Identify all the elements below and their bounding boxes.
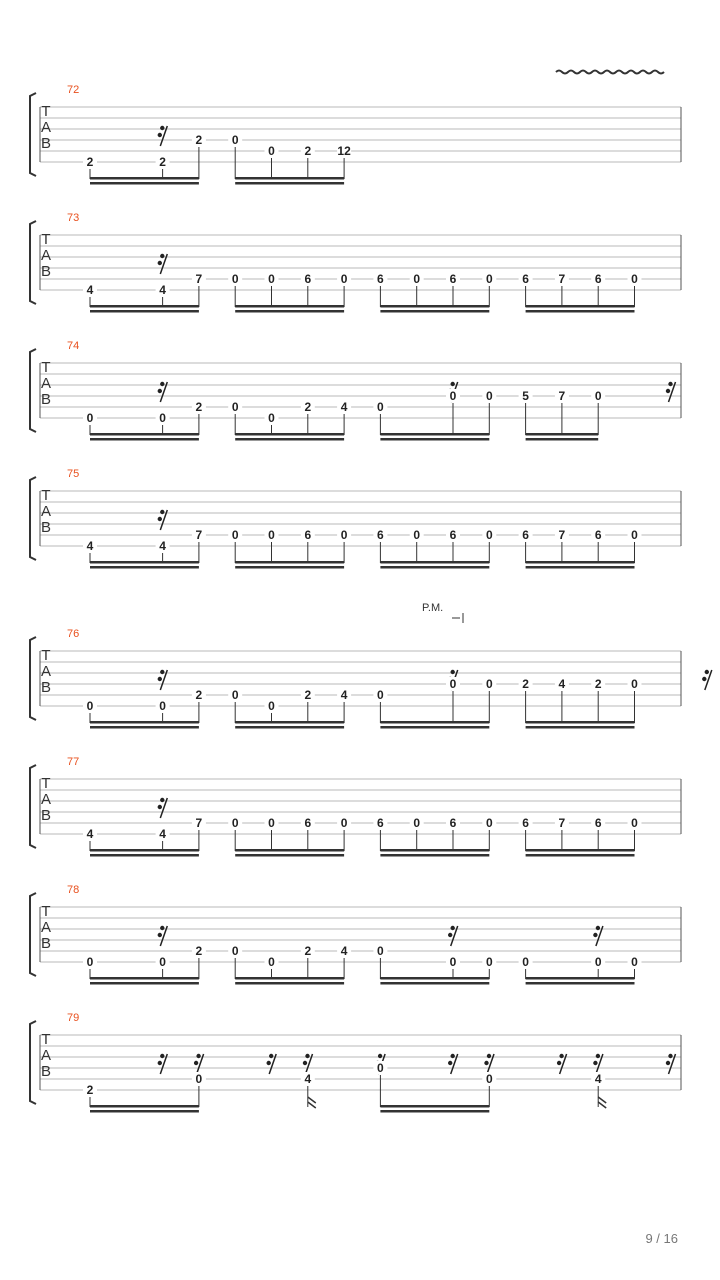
fret-number: 0 (631, 955, 638, 969)
beam-primary (380, 1105, 489, 1108)
beam-secondary (235, 726, 344, 729)
fret-number: 2 (304, 944, 312, 958)
tab-clef-letter: A (40, 663, 52, 680)
beam-secondary (235, 310, 344, 313)
fret-number: 2 (594, 677, 602, 691)
fret-number: 4 (86, 539, 94, 553)
beam-primary (526, 977, 635, 980)
fret-number: 6 (377, 272, 384, 286)
tab-clef-letter: T (41, 647, 51, 664)
tab-clef-letter: B (40, 519, 52, 536)
fret-number: 0 (522, 955, 529, 969)
fret-number: 0 (159, 411, 166, 425)
fret-number: 6 (522, 272, 529, 286)
beam-secondary (526, 854, 635, 857)
beam-primary (90, 177, 199, 180)
tab-clef-letter: B (40, 679, 52, 696)
system-bracket (30, 349, 36, 432)
beam-secondary (526, 726, 635, 729)
fret-number: 0 (268, 816, 275, 830)
measure-number: 72 (67, 84, 80, 96)
fret-number: 0 (195, 1072, 203, 1086)
fret-number: 0 (413, 272, 421, 286)
beam-secondary (235, 982, 344, 985)
fret-number: 6 (377, 816, 384, 830)
fret-number: 7 (558, 389, 566, 403)
tab-clef-letter: T (41, 103, 51, 120)
fret-number: 12 (337, 144, 351, 158)
beam-secondary (380, 1110, 489, 1113)
fret-number: 4 (304, 1072, 312, 1086)
fret-number: 7 (558, 528, 566, 542)
beam-primary (526, 561, 635, 564)
fret-number: 0 (340, 528, 348, 542)
beam-secondary (235, 566, 344, 569)
beam-primary (380, 977, 489, 980)
fret-number: 5 (522, 389, 529, 403)
measure-number: 73 (67, 212, 80, 224)
tab-system (30, 71, 681, 185)
beam-secondary (235, 854, 344, 857)
beam-secondary (90, 438, 199, 441)
fret-number: 0 (377, 400, 384, 414)
system-bracket (30, 765, 36, 848)
beam-primary (380, 433, 489, 436)
fret-number: 4 (159, 283, 166, 297)
tab-clef-letter: A (40, 1047, 52, 1064)
fret-number: 0 (231, 400, 239, 414)
measure-number: 76 (67, 628, 80, 640)
system-bracket (30, 93, 36, 176)
beam-primary (526, 849, 635, 852)
fret-number: 2 (195, 400, 203, 414)
fret-number: 0 (449, 955, 457, 969)
fret-number: 2 (86, 1083, 94, 1097)
fret-number: 0 (268, 411, 275, 425)
page-number: 9 / 16 (645, 1231, 678, 1246)
system-bracket (30, 893, 36, 976)
fret-number: 0 (449, 677, 457, 691)
beam-secondary (90, 566, 199, 569)
fret-number: 0 (413, 528, 421, 542)
beam-primary (90, 433, 199, 436)
fret-number: 0 (485, 528, 493, 542)
fret-number: 6 (594, 272, 602, 286)
fret-number: 7 (558, 272, 566, 286)
beam-primary (380, 561, 489, 564)
fret-number: 6 (594, 528, 602, 542)
fret-number: 0 (485, 272, 493, 286)
fret-number: 0 (485, 816, 493, 830)
fret-number: 0 (268, 955, 275, 969)
fret-number: 6 (449, 272, 457, 286)
tab-clef-letter: T (41, 1031, 51, 1048)
beam-primary (235, 433, 344, 436)
beam-primary (380, 721, 489, 724)
fret-number: 0 (86, 699, 94, 713)
tab-system (30, 340, 681, 441)
fret-number: 0 (159, 699, 166, 713)
beam-primary (526, 433, 599, 436)
beam-primary (90, 561, 199, 564)
tab-system (30, 884, 681, 985)
beam-secondary (526, 566, 635, 569)
beam-primary (235, 721, 344, 724)
tab-clef-letter: B (40, 135, 52, 152)
beam-primary (235, 305, 344, 308)
fret-number: 0 (485, 389, 493, 403)
tab-system (30, 468, 681, 569)
beam-secondary (90, 310, 199, 313)
fret-number: 0 (268, 699, 275, 713)
fret-number: 4 (86, 283, 94, 297)
fret-number: 7 (558, 816, 566, 830)
fret-number: 0 (268, 528, 275, 542)
beam-primary (90, 977, 199, 980)
fret-number: 0 (86, 955, 94, 969)
tab-system (30, 756, 681, 857)
fret-number: 0 (86, 411, 94, 425)
fret-number: 6 (449, 816, 457, 830)
tab-system (30, 1012, 681, 1113)
fret-number: 2 (522, 677, 529, 691)
beam-secondary (526, 982, 635, 985)
measure-number: 77 (67, 756, 80, 768)
fret-number: 6 (304, 816, 312, 830)
beam-primary (90, 849, 199, 852)
beam-secondary (380, 566, 489, 569)
tab-system (30, 602, 720, 729)
measure-number: 79 (67, 1012, 80, 1024)
fret-number: 6 (594, 816, 602, 830)
fret-number: 0 (159, 955, 166, 969)
fret-number: 4 (159, 539, 166, 553)
sixteenth-flag-icon (308, 1097, 316, 1108)
tab-clef-letter: T (41, 903, 51, 920)
beam-secondary (380, 438, 489, 441)
system-bracket (30, 1021, 36, 1104)
fret-number: 0 (485, 955, 493, 969)
fret-number: 6 (304, 272, 312, 286)
fret-number: 0 (268, 272, 275, 286)
fret-number: 0 (449, 389, 457, 403)
fret-number: 0 (377, 944, 384, 958)
fret-number: 0 (377, 1061, 384, 1075)
fret-number: 0 (631, 677, 638, 691)
fret-number: 0 (340, 272, 348, 286)
sixteenth-flag-icon (598, 1097, 606, 1108)
beam-secondary (90, 982, 199, 985)
fret-number: 4 (159, 827, 166, 841)
fret-number: 0 (231, 528, 239, 542)
beam-primary (235, 561, 344, 564)
fret-number: 7 (195, 528, 203, 542)
tab-clef-letter: A (40, 503, 52, 520)
beam-secondary (235, 438, 344, 441)
fret-number: 0 (231, 272, 239, 286)
fret-number: 4 (340, 944, 348, 958)
fret-number: 0 (231, 133, 239, 147)
beam-secondary (380, 854, 489, 857)
fret-number: 0 (377, 688, 384, 702)
beam-secondary (90, 854, 199, 857)
fret-number: 0 (631, 528, 638, 542)
fret-number: 0 (340, 816, 348, 830)
fret-number: 0 (413, 816, 421, 830)
beam-primary (235, 849, 344, 852)
system-bracket (30, 637, 36, 720)
fret-number: 0 (231, 688, 239, 702)
fret-number: 6 (449, 528, 457, 542)
fret-number: 7 (195, 816, 203, 830)
fret-number: 4 (86, 827, 94, 841)
beam-secondary (235, 182, 344, 185)
fret-number: 0 (231, 944, 239, 958)
tab-clef-letter: A (40, 791, 52, 808)
fret-number: 2 (195, 133, 203, 147)
beam-secondary (526, 438, 599, 441)
beam-primary (90, 305, 199, 308)
fret-number: 4 (594, 1072, 602, 1086)
tab-clef-letter: B (40, 391, 52, 408)
fret-number: 2 (304, 688, 312, 702)
fret-number: 0 (594, 955, 602, 969)
beam-primary (526, 305, 635, 308)
beam-primary (235, 977, 344, 980)
beam-secondary (380, 310, 489, 313)
tab-systems (30, 71, 720, 1113)
fret-number: 2 (159, 155, 166, 169)
system-bracket (30, 221, 36, 304)
fret-number: 7 (195, 272, 203, 286)
tab-clef-letter: T (41, 487, 51, 504)
fret-number: 2 (195, 688, 203, 702)
fret-number: 2 (195, 944, 203, 958)
tab-system (30, 212, 681, 313)
fret-number: 2 (304, 144, 312, 158)
beam-secondary (90, 182, 199, 185)
fret-number: 6 (304, 528, 312, 542)
tab-clef-letter: B (40, 263, 52, 280)
measure-number: 74 (67, 340, 80, 352)
fret-number: 4 (340, 688, 348, 702)
fret-number: 0 (631, 816, 638, 830)
tab-clef-letter: B (40, 1063, 52, 1080)
tab-clef-letter: A (40, 919, 52, 936)
measure-number: 78 (67, 884, 80, 896)
beam-primary (90, 1105, 199, 1108)
fret-number: 0 (231, 816, 239, 830)
tab-clef-letter: T (41, 359, 51, 376)
beam-primary (235, 177, 344, 180)
beam-secondary (380, 726, 489, 729)
tab-clef-letter: A (40, 119, 52, 136)
tab-clef-letter: B (40, 807, 52, 824)
fret-number: 0 (485, 1072, 493, 1086)
tab-clef-letter: T (41, 775, 51, 792)
beam-secondary (380, 982, 489, 985)
vibrato-icon (556, 71, 664, 74)
beam-primary (380, 305, 489, 308)
fret-number: 6 (377, 528, 384, 542)
beam-secondary (90, 1110, 199, 1113)
beam-secondary (526, 310, 635, 313)
system-bracket (30, 477, 36, 560)
palm-mute-line (452, 613, 463, 623)
fret-number: 6 (522, 528, 529, 542)
tab-clef-letter: A (40, 375, 52, 392)
sixteenth-rest-icon (702, 670, 712, 690)
fret-number: 0 (631, 272, 638, 286)
measure-number: 75 (67, 468, 80, 480)
fret-number: 4 (558, 677, 566, 691)
beam-secondary (90, 726, 199, 729)
fret-number: 2 (304, 400, 312, 414)
tab-clef-letter: B (40, 935, 52, 952)
palm-mute-label: P.M. (422, 602, 444, 614)
beam-primary (380, 849, 489, 852)
beam-primary (90, 721, 199, 724)
tab-clef-letter: T (41, 231, 51, 248)
fret-number: 0 (268, 144, 275, 158)
fret-number: 0 (594, 389, 602, 403)
beam-primary (526, 721, 635, 724)
fret-number: 0 (485, 677, 493, 691)
fret-number: 2 (86, 155, 94, 169)
fret-number: 4 (340, 400, 348, 414)
fret-number: 6 (522, 816, 529, 830)
tab-clef-letter: A (40, 247, 52, 264)
